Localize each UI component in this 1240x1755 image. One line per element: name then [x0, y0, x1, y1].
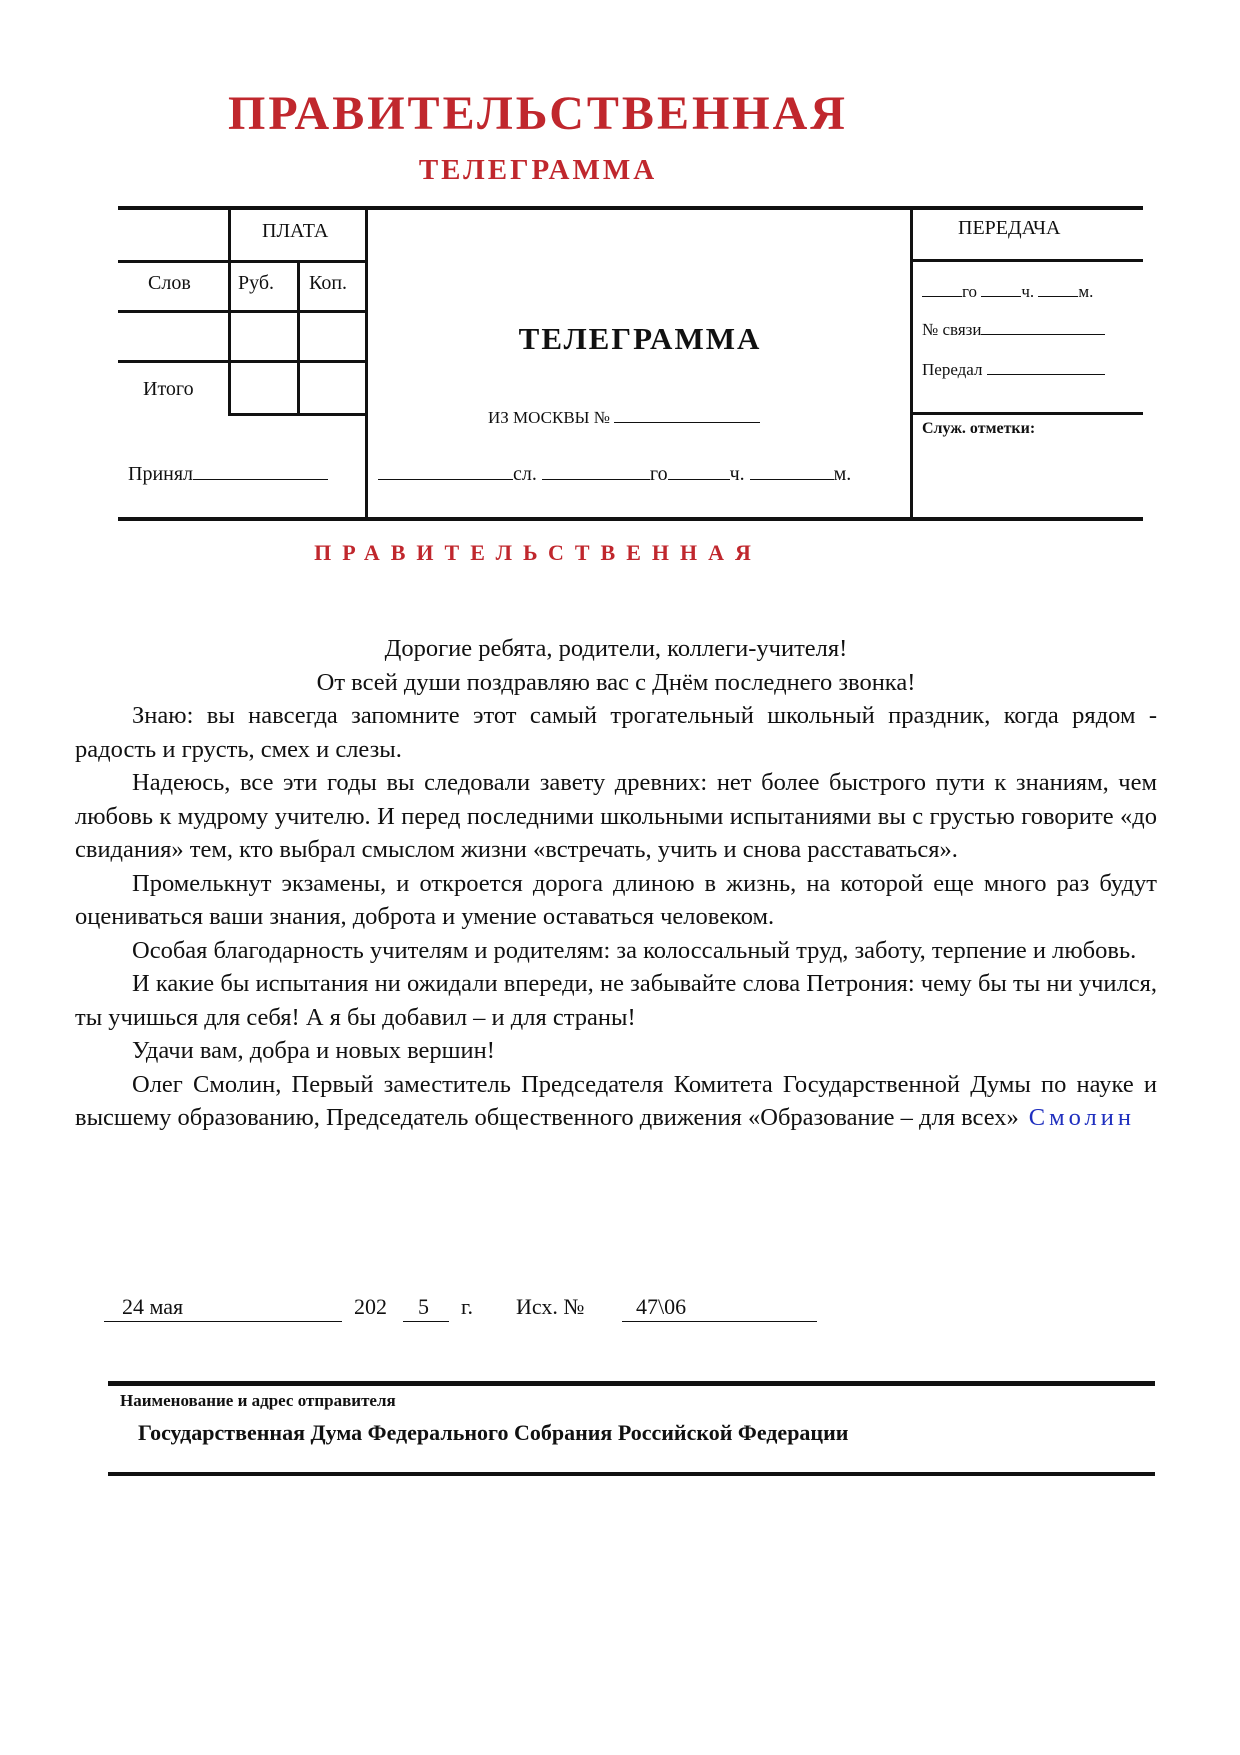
form-row-line-3 [118, 360, 365, 363]
form-divider-right [910, 206, 913, 521]
letter-paragraph-5: И какие бы испытания ни ожидали впереди, не забывайте слова Петрония: чему бы ты ни учился, ты учишься для себя! А я бы добавил – и для страны! [75, 970, 1157, 1031]
letter-greeting-2: От всей души поздравляю вас с Днём последнего звонка! [316, 668, 916, 696]
center-blank-2 [542, 461, 650, 480]
peredal-blank [987, 356, 1105, 375]
document-subtitle: ТЕЛЕГРАММА [418, 154, 658, 186]
right-go-label: го [962, 282, 978, 301]
sender-bottom-border [108, 1472, 1155, 1476]
prinyal-label: Принял [128, 463, 194, 485]
center-time-row [378, 461, 851, 486]
itogo-label: Итого [143, 378, 194, 400]
letter-paragraph-2: Надеюсь, все эти годы вы следовали завету древних: нет более быстрого пути к знаниям, чем любовь к мудрому учителю. И перед последними школьными испытаниями вы с грустью говорите «до свидания» тем, кто выбрал смыслом жизни «встречать, учить и снова расставаться». [75, 769, 1157, 863]
form-telegram-title: ТЕЛЕГРАММА [518, 321, 762, 356]
sender-value: Государственная Дума Федерального Собрания Российской Федерации [138, 1420, 849, 1445]
from-moscow-label: ИЗ МОСКВЫ № [488, 408, 610, 427]
year-digit: 5 [418, 1294, 429, 1319]
from-moscow-field [488, 404, 760, 428]
form-bottom-border [118, 517, 1143, 521]
sender-label: Наименование и адрес отправителя [120, 1391, 396, 1410]
document-footer-title: ПРАВИТЕЛЬСТВЕННАЯ [314, 540, 762, 565]
right-blank-3 [1038, 278, 1078, 297]
center-blank-4 [750, 461, 834, 480]
right-blank-2 [981, 278, 1021, 297]
center-ch-label: ч. [729, 463, 745, 485]
sluzh-otmetki-label: Служ. отметки: [922, 420, 1036, 437]
date-value: 24 мая [122, 1294, 184, 1319]
letter-paragraph-4: Особая благодарность учителям и родителям: за колоссальный труд, заботу, терпение и любовь. [132, 936, 1137, 964]
form-row-line-4 [228, 413, 365, 416]
form-divider-left [365, 206, 368, 521]
letter-author: Олег Смолин, Первый заместитель Председателя Комитета Государственной Думы по науке и высшему образованию, Председатель общественного движения «Образование – для всех» [75, 1070, 1157, 1131]
from-moscow-blank [614, 404, 760, 423]
no-svyazi-blank [981, 316, 1105, 335]
letter-paragraph-7 [75, 1068, 1157, 1135]
form-top-border [118, 206, 1143, 210]
right-time-row [922, 278, 1093, 302]
right-m-label: м. [1078, 282, 1094, 301]
no-svyazi-field [922, 316, 1105, 340]
center-go-label: го [649, 463, 668, 485]
plata-label: ПЛАТА [262, 220, 329, 242]
no-svyazi-label: № связи [922, 320, 982, 339]
peredal-field [922, 356, 1105, 380]
year-suffix: г. [461, 1294, 474, 1319]
letter-greeting-1: Дорогие ребята, родители, коллеги-учителя! [384, 635, 848, 662]
date-underline [104, 1320, 342, 1322]
center-blank-3 [668, 461, 730, 480]
document-title: ПРАВИТЕЛЬСТВЕННАЯ [228, 87, 848, 140]
center-blank-1 [378, 461, 513, 480]
year-prefix: 202 [354, 1294, 387, 1319]
letter-paragraph-6: Удачи вам, добра и новых вершин! [132, 1037, 495, 1064]
letter-paragraph-1: Знаю: вы навсегда запомните этот самый трогательный школьный праздник, когда рядом - радость и грусть, смех и слезы. [75, 702, 1157, 763]
sender-top-border [108, 1381, 1155, 1386]
letter-paragraph-3: Промелькнут экзамены, и откроется дорога длиною в жизнь, на которой еще много раз будут оцениваться ваши знания, доброта и умение оставаться человеком. [75, 869, 1157, 930]
right-blank-1 [922, 278, 962, 297]
center-m-label: м. [833, 463, 852, 485]
form-row-line-2 [118, 310, 365, 313]
form-rub-kop-line [297, 260, 300, 416]
letter-body [75, 632, 1157, 1135]
year-underline [403, 1320, 449, 1322]
slov-label: Слов [148, 272, 191, 294]
outgoing-number-underline [622, 1320, 817, 1322]
outgoing-number-label: Исх. № [516, 1294, 585, 1319]
rub-label: Руб. [238, 272, 275, 294]
prinyal-field [128, 461, 328, 486]
right-ch-label: ч. [1021, 282, 1035, 301]
center-sl-label: сл. [513, 463, 537, 485]
kop-label: Коп. [309, 272, 348, 294]
prinyal-blank [193, 461, 328, 480]
form-right-line-2 [910, 412, 1143, 415]
signature: Смолин [1028, 1104, 1136, 1131]
form-right-line-1 [910, 259, 1143, 262]
peredacha-label: ПЕРЕДАЧА [958, 217, 1061, 239]
peredal-label: Передал [922, 360, 983, 379]
outgoing-number-value: 47\06 [636, 1294, 687, 1319]
form-row-line-1 [118, 260, 365, 263]
